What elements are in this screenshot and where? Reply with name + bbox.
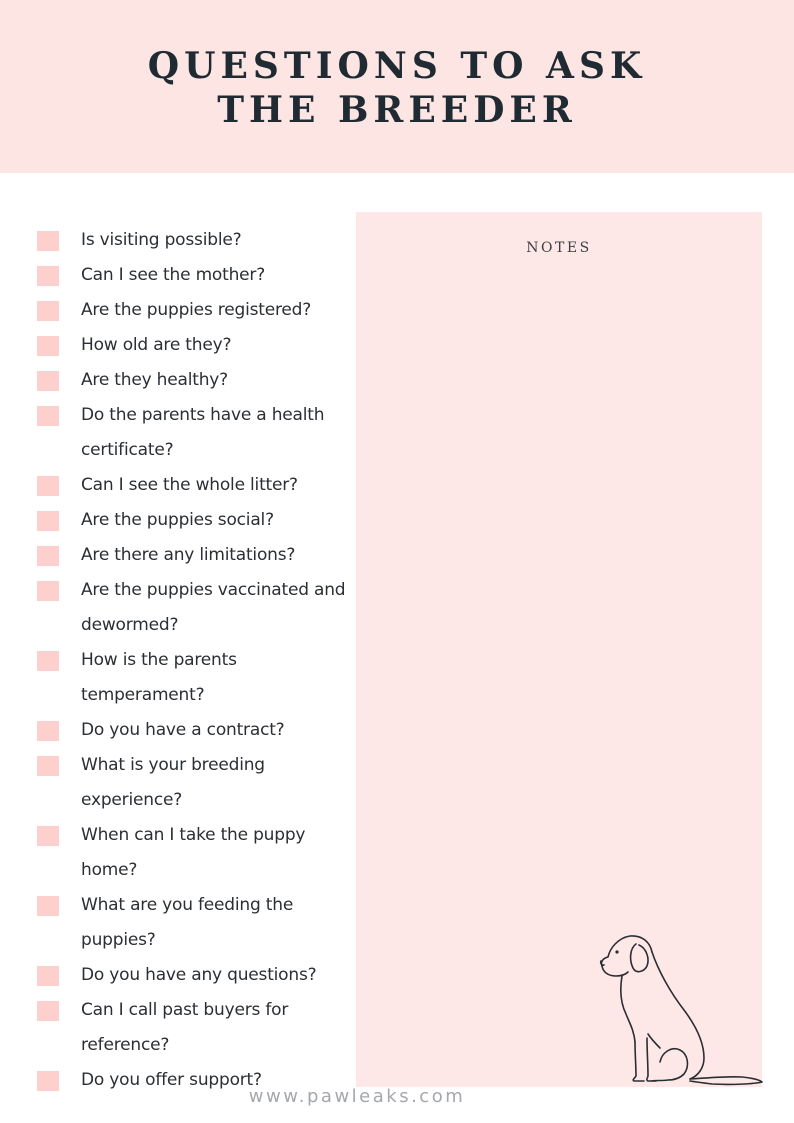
checklist-item [37, 958, 347, 993]
checklist-item [37, 398, 347, 468]
header-banner [0, 0, 794, 173]
checklist-item-text: When can I take the puppy home? [81, 825, 306, 880]
sitting-dog-illustration [592, 930, 764, 1086]
checkbox[interactable] [37, 721, 59, 741]
checklist-item [37, 223, 347, 258]
checklist-item-text: How old are they? [81, 335, 232, 355]
checklist-item-text: How is the parents temperament? [81, 650, 237, 705]
checkbox[interactable] [37, 546, 59, 566]
checklist-item [37, 748, 347, 818]
checklist-item [37, 538, 347, 573]
checklist-item-text: Are the puppies vaccinated and dewormed? [81, 580, 346, 635]
checklist-item-text: Can I see the mother? [81, 265, 266, 285]
checklist-item [37, 328, 347, 363]
checkbox[interactable] [37, 406, 59, 426]
checklist-item-text: Do you offer support? [81, 1070, 262, 1090]
checklist-item [37, 818, 347, 888]
checklist-item-text: Are the puppies social? [81, 510, 274, 530]
checklist-item-text: Are the puppies registered? [81, 300, 312, 320]
checkbox[interactable] [37, 336, 59, 356]
checklist-item [37, 468, 347, 503]
checklist-item [37, 643, 347, 713]
checklist-item-text: What is your breeding experience? [81, 755, 265, 810]
page-title-line-2: THE BREEDER [217, 89, 577, 131]
checkbox[interactable] [37, 756, 59, 776]
checklist-item [37, 363, 347, 398]
checkbox[interactable] [37, 301, 59, 321]
checklist-item-text: Do the parents have a health certificate? [81, 405, 325, 460]
checkbox[interactable] [37, 266, 59, 286]
checkbox[interactable] [37, 1001, 59, 1021]
checklist-item [37, 258, 347, 293]
question-checklist [37, 223, 347, 1098]
checklist-item-text: Is visiting possible? [81, 230, 242, 250]
checklist-item [37, 888, 347, 958]
page-title-line-1: QUESTIONS TO ASK [147, 45, 647, 87]
checklist-item-text: What are you feeding the puppies? [81, 895, 294, 950]
checklist-item-text: Are they healthy? [81, 370, 228, 390]
footer-website[interactable]: www.pawleaks.com [248, 1086, 466, 1107]
checklist-item [37, 573, 347, 643]
notes-panel[interactable] [356, 212, 762, 1087]
checkbox[interactable] [37, 581, 59, 601]
checkbox[interactable] [37, 231, 59, 251]
checkbox[interactable] [37, 896, 59, 916]
checkbox[interactable] [37, 651, 59, 671]
checklist-item-text: Are there any limitations? [81, 545, 296, 565]
checklist-item-text: Can I see the whole litter? [81, 475, 298, 495]
checklist-item [37, 713, 347, 748]
checklist-item [37, 503, 347, 538]
notes-label: NOTES [526, 240, 592, 256]
checkbox[interactable] [37, 511, 59, 531]
checklist-item-text: Do you have any questions? [81, 965, 317, 985]
checkbox[interactable] [37, 476, 59, 496]
checklist-item-text: Do you have a contract? [81, 720, 285, 740]
checkbox[interactable] [37, 371, 59, 391]
page-title [0, 44, 794, 132]
checkbox[interactable] [37, 826, 59, 846]
checkbox[interactable] [37, 966, 59, 986]
checklist-item [37, 993, 347, 1063]
checklist-item [37, 293, 347, 328]
checklist-item-text: Can I call past buyers for reference? [81, 1000, 289, 1055]
